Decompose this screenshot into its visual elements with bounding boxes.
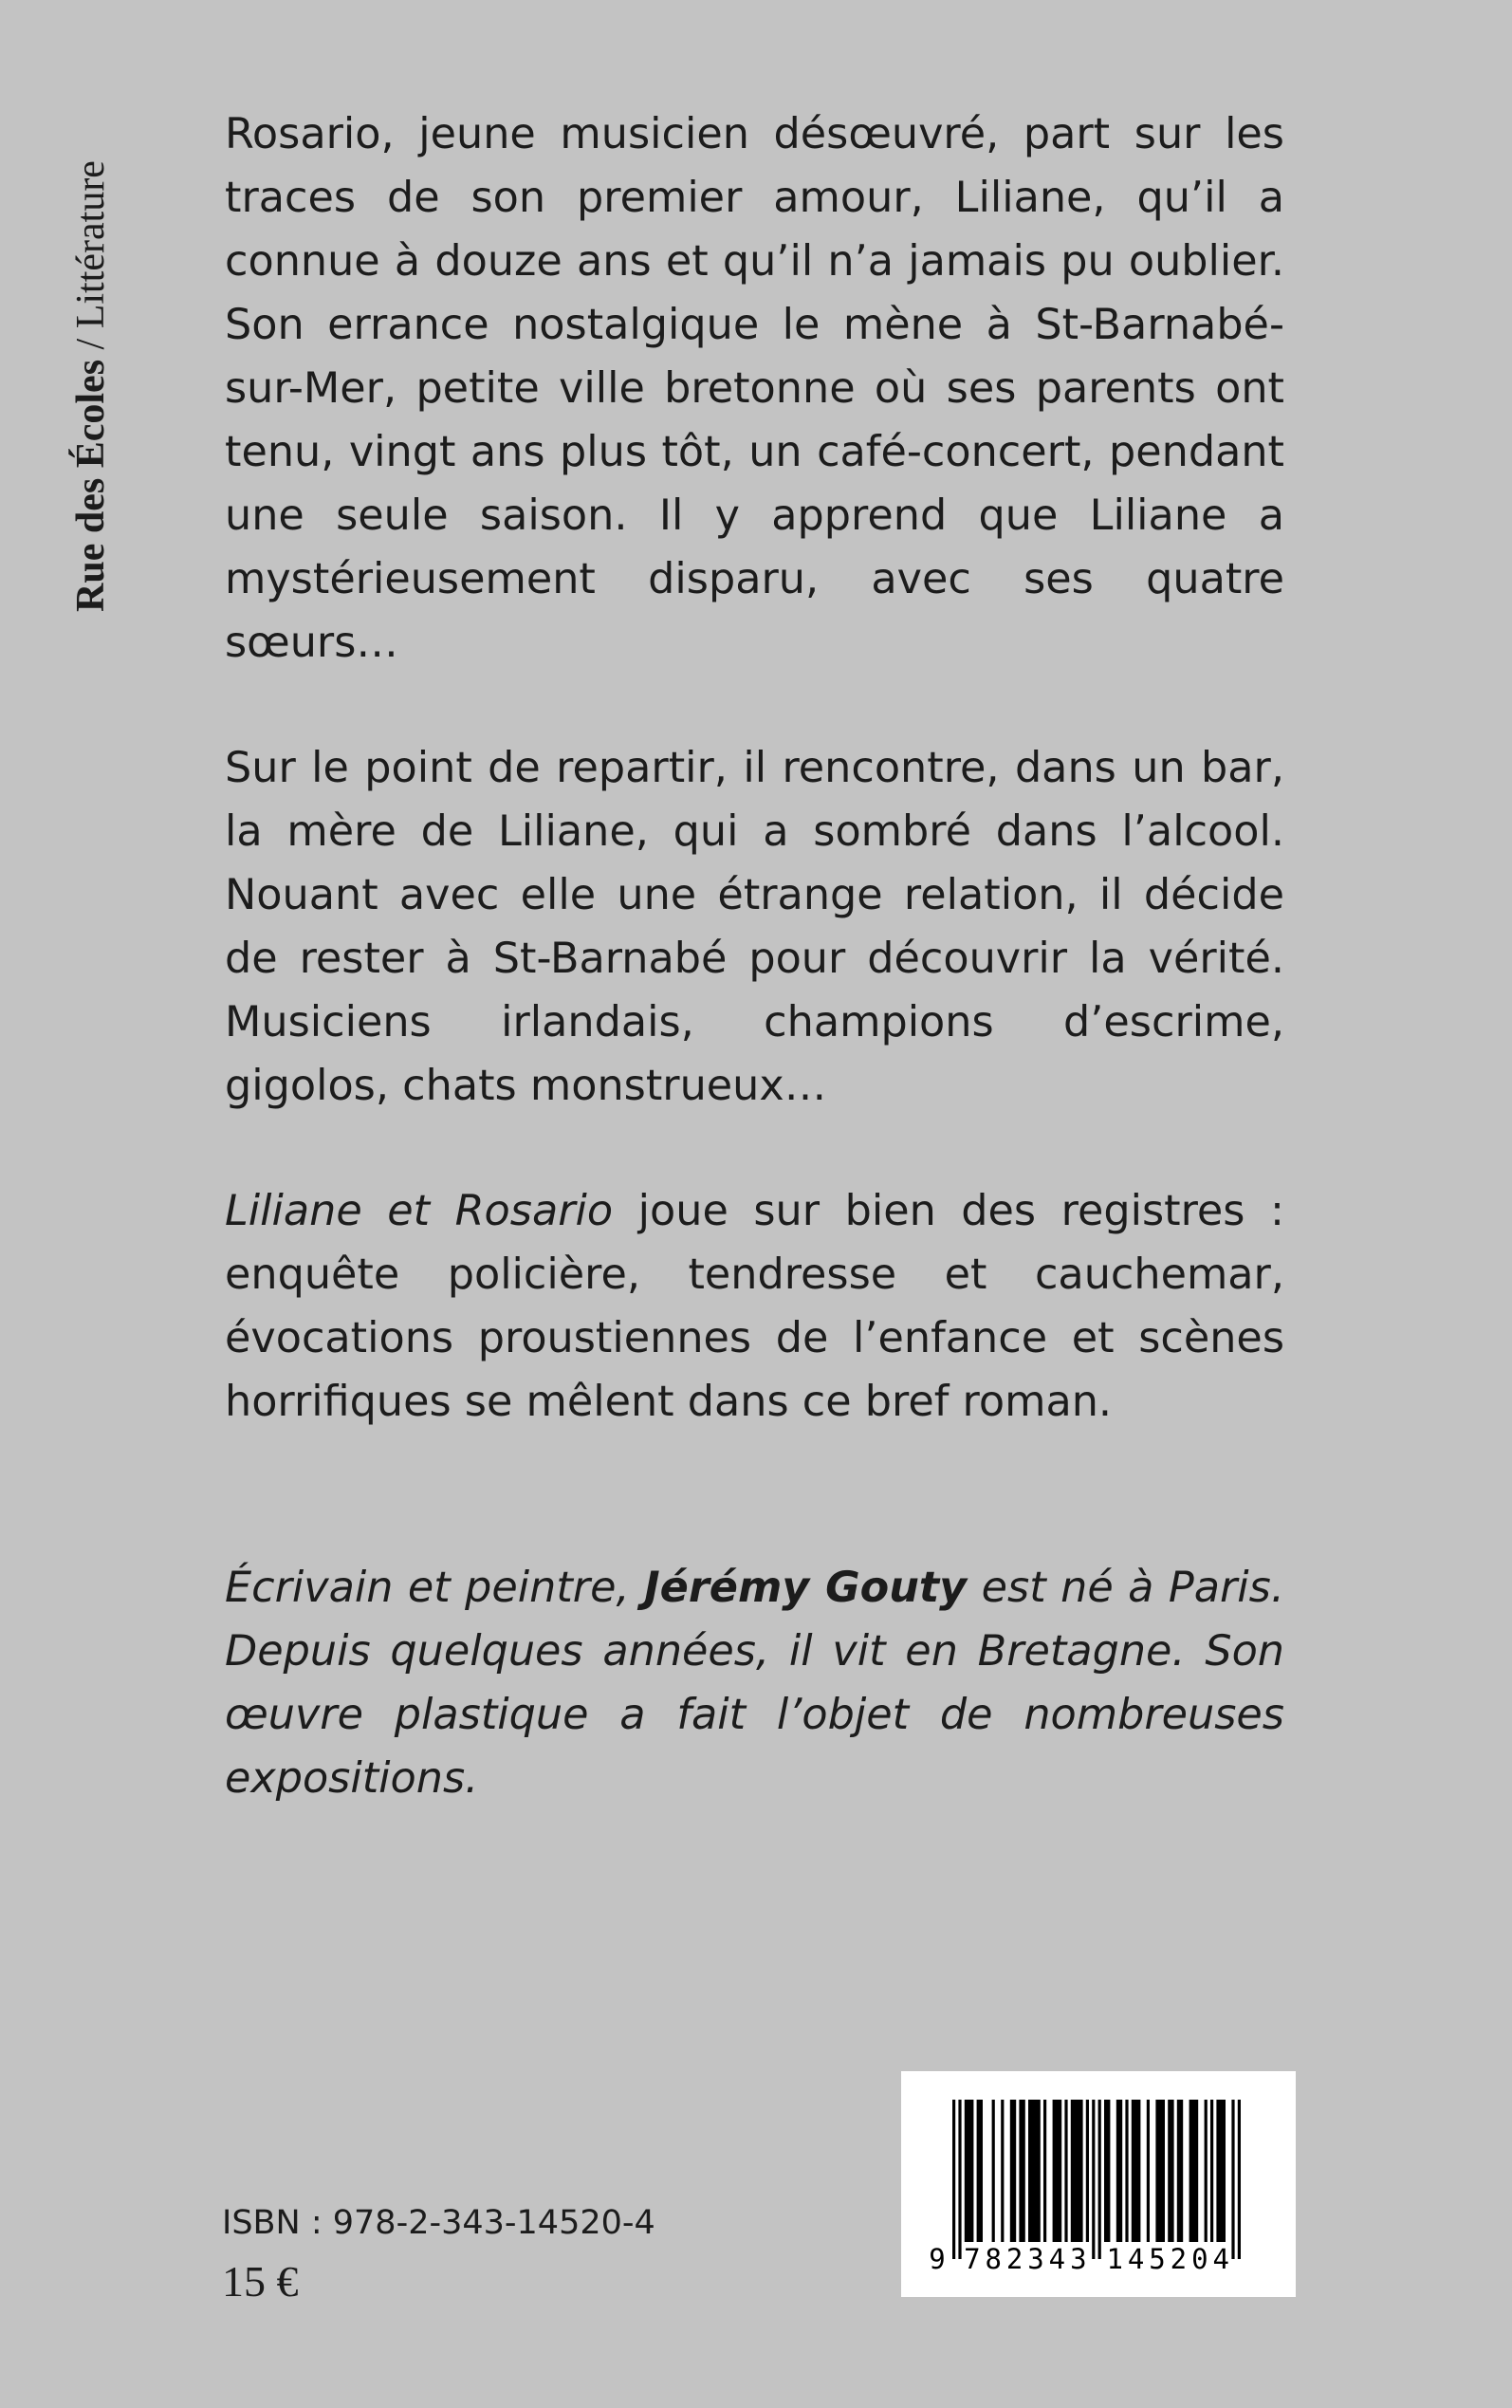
- spine-separator: /: [69, 328, 113, 360]
- barcode-digit-6: 3: [1070, 2243, 1087, 2275]
- blurb-paragraph-3: [225, 1179, 1284, 1434]
- barcode-bar-6: [1010, 2100, 1016, 2242]
- barcode-digit-4: 3: [1027, 2243, 1044, 2275]
- barcode-bar-18: [1125, 2100, 1128, 2242]
- barcode-bar-9: [1043, 2100, 1046, 2242]
- barcode-bar-16: [1104, 2100, 1110, 2242]
- barcode-bar-29: [1238, 2100, 1241, 2259]
- barcode-bar-11: [1064, 2100, 1067, 2242]
- back-cover-blurb: [225, 102, 1284, 1434]
- blurb-paragraph-1: Rosario, jeune musicien désœuvré, part sur les traces de son premier amour, Liliane, qu’il a connue à douze ans et qu’il n’a jamais pu oublier. Son errance nostalgique le mène à St-Barnabé-sur-Mer, petite ville bretonne où ses parents ont tenu, vingt ans plus tôt, un café-concert, pendant une seule saison. Il y apprend que Liliane a mystérieusement disparu, avec ses quatre sœurs…: [225, 110, 1284, 667]
- barcode-digits: [929, 2243, 1229, 2275]
- barcode-bar-8: [1028, 2100, 1041, 2242]
- barcode-bar-22: [1168, 2100, 1173, 2242]
- barcode-bar-26: [1210, 2100, 1213, 2242]
- collection-name: Rue des Écoles: [69, 359, 113, 612]
- price: 15 €: [222, 2257, 299, 2306]
- series-name: Littérature: [69, 160, 113, 329]
- barcode-digit-2: 8: [985, 2243, 1002, 2275]
- isbn-number: ISBN : 978-2-343-14520-4: [222, 2204, 655, 2242]
- barcode-bar-4: [992, 2100, 995, 2242]
- barcode-bars: [952, 2100, 1241, 2259]
- barcode-bar-1: [958, 2100, 961, 2259]
- barcode-bar-25: [1205, 2100, 1208, 2242]
- barcode-bar-12: [1071, 2100, 1083, 2242]
- author-bio-text: est né à Paris. Depuis quelques années, il vit en Bretagne. Son œuvre plastique a fait l’objet de nombreuses expositions.: [225, 1564, 1284, 1803]
- barcode-digit-0: 9: [929, 2243, 946, 2275]
- barcode-bar-10: [1053, 2100, 1062, 2242]
- barcode-bar-19: [1132, 2100, 1141, 2242]
- author-bio: [225, 1556, 1284, 1810]
- barcode-digit-12: 4: [1212, 2243, 1229, 2275]
- barcode-digit-10: 2: [1170, 2243, 1188, 2275]
- barcode-bar-5: [1001, 2100, 1004, 2242]
- barcode-bar-15: [1098, 2100, 1101, 2259]
- barcode-bar-14: [1092, 2100, 1095, 2259]
- spine-label: [65, 106, 118, 666]
- barcode-bar-0: [952, 2100, 955, 2259]
- barcode-bar-13: [1086, 2100, 1089, 2242]
- barcode-bar-23: [1177, 2100, 1183, 2242]
- barcode-digit-5: 4: [1048, 2243, 1066, 2275]
- barcode-bar-24: [1189, 2100, 1199, 2242]
- barcode-bar-3: [977, 2100, 983, 2242]
- spine-text: [71, 160, 111, 612]
- barcode-bar-21: [1155, 2100, 1165, 2242]
- barcode-digit-3: 2: [1005, 2243, 1023, 2275]
- book-title: Liliane et Rosario: [225, 1187, 614, 1235]
- barcode: [901, 2071, 1296, 2297]
- blurb-paragraph-2: Sur le point de repartir, il rencontre, dans un bar, la mère de Liliane, qui a sombré dans l’alcool. Nouant avec elle une étrange relation, il décide de rester à St-Barnabé pour découvrir la vérité. Musiciens irlandais, champions d’escrime, gigolos, chats monstrueux…: [225, 744, 1284, 1110]
- author-bio-intro: Écrivain et peintre,: [225, 1564, 645, 1612]
- barcode-bar-2: [965, 2100, 974, 2242]
- barcode-digit-7: 1: [1106, 2243, 1123, 2275]
- barcode-digit-11: 0: [1191, 2243, 1208, 2275]
- barcode-bar-28: [1231, 2100, 1234, 2259]
- barcode-graphic: [901, 2071, 1296, 2297]
- blurb-paragraph-3-text: joue sur bien des registres : enquête policière, tendresse et cauchemar, évocations proustiennes de l’enfance et scènes horrifiques se mêlent dans ce bref roman.: [225, 1187, 1284, 1426]
- barcode-bar-27: [1216, 2100, 1226, 2242]
- barcode-bar-20: [1147, 2100, 1150, 2242]
- author-name: Jérémy Gouty: [644, 1564, 968, 1612]
- barcode-digit-1: 7: [964, 2243, 981, 2275]
- barcode-digit-9: 5: [1149, 2243, 1166, 2275]
- barcode-digit-8: 4: [1127, 2243, 1145, 2275]
- barcode-bar-17: [1116, 2100, 1122, 2242]
- barcode-bar-7: [1019, 2100, 1024, 2242]
